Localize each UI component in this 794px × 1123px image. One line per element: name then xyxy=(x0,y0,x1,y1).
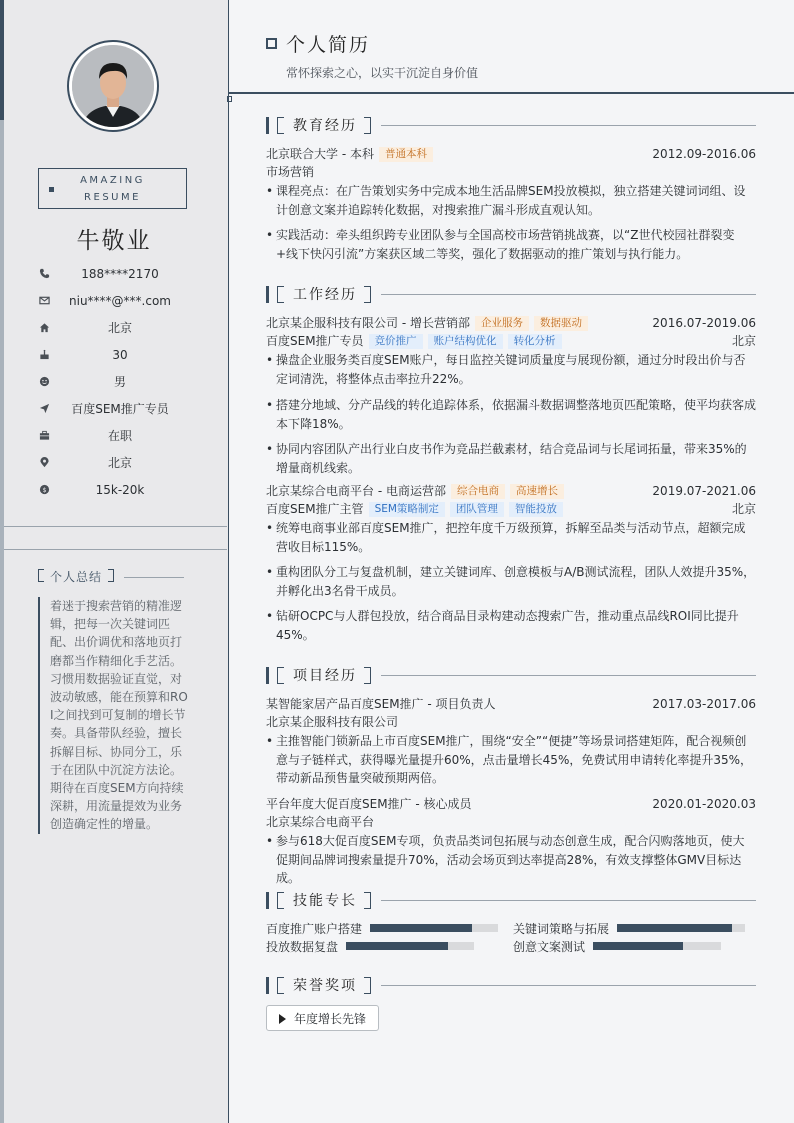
contact-position xyxy=(38,400,188,420)
contact-status xyxy=(38,427,188,447)
summary-title-rule xyxy=(124,577,184,578)
work-role: 百度SEM推广专员 xyxy=(266,334,364,348)
skill-name: 投放数据复盘 xyxy=(266,940,339,954)
skill-bar-fill xyxy=(370,924,472,932)
section-title: 工作经历 xyxy=(293,287,357,303)
skill-name: 百度推广账户搭建 xyxy=(266,922,363,936)
avatar xyxy=(67,40,159,132)
contact-value: niu****@***.com xyxy=(69,294,171,308)
education-school: 北京联合大学 - 本科 xyxy=(266,147,374,161)
play-triangle-icon xyxy=(279,1014,286,1024)
skill-bar xyxy=(617,924,745,932)
sidebar-divider xyxy=(4,526,227,527)
work-city: 北京 xyxy=(731,334,756,348)
work-date: 2019.07-2021.06 xyxy=(652,484,756,498)
skill-item xyxy=(513,939,721,955)
work-date: 2016.07-2019.06 xyxy=(652,316,756,330)
skill-bar-fill xyxy=(593,942,683,950)
bracket-left-icon xyxy=(277,892,284,909)
person-portrait-icon xyxy=(72,45,154,127)
page-subtitle: 常怀探索之心，以实干沉淀自身价值 xyxy=(286,66,479,80)
education-school-row xyxy=(266,145,756,163)
sidebar xyxy=(0,0,229,1123)
role-tag: 转化分析 xyxy=(508,334,562,349)
contact-value: 在职 xyxy=(107,429,132,443)
work-company: 北京某企服科技有限公司 - 增长营销部 xyxy=(266,316,470,330)
contact-phone xyxy=(38,265,188,285)
role-tag: SEM策略制定 xyxy=(369,502,445,517)
section-bar-icon xyxy=(266,667,269,684)
home-icon xyxy=(38,322,50,334)
work-company-row xyxy=(266,314,756,332)
education-date: 2012.09-2016.06 xyxy=(652,147,756,161)
section-bar-icon xyxy=(266,892,269,909)
sidebar-divider xyxy=(4,549,227,550)
honor-item xyxy=(266,1005,379,1031)
work-bullet: • 搭建分地域、分产品线的转化追踪体系，依据漏斗数据调整落地页匹配策略，使平均获客成本下降18%。 xyxy=(266,396,756,433)
amazing-resume-badge xyxy=(38,168,187,209)
contact-gender xyxy=(38,373,188,393)
work-company: 北京某综合电商平台 - 电商运营部 xyxy=(266,484,446,498)
project-title: 某智能家居产品百度SEM推广 - 项目负责人 xyxy=(266,697,496,711)
page-title: 个人简历 xyxy=(286,34,371,56)
work-bullet: • 钻研OCPC与人群包投放，结合商品目录构建动态搜索广告，推动重点品线ROI同比提升45%。 xyxy=(266,607,756,644)
bracket-right-icon xyxy=(364,977,371,994)
contact-age xyxy=(38,346,188,366)
bracket-left-icon xyxy=(38,569,44,582)
sidebar-edge xyxy=(0,0,4,1123)
work-bullet: • 重构团队分工与复盘机制，建立关键词库、创意模板与A/B测试流程，团队人效提升35%，并孵化出3名骨干成员。 xyxy=(266,563,756,600)
work-role-row xyxy=(266,332,756,350)
skill-item xyxy=(513,921,745,937)
section-rule xyxy=(381,675,756,676)
section-title: 教育经历 xyxy=(293,118,357,134)
work-role: 百度SEM推广主管 xyxy=(266,502,364,516)
summary-text: 着迷于搜索营销的精准逻辑，把每一次关键词匹配、出价调优和落地页打磨都当作精细化手艺活。习惯用数据验证直觉，对波动敏感，能在预算和ROI之间找到可复制的增长节奏。具备带队经验，擅长拆解目标、协同分工，乐于在团队中沉淀方法论。期待在百度SEM方向持续深耕，用流量提效为业务创造确定性的增量。 xyxy=(38,597,188,834)
contact-value: 百度SEM推广专员 xyxy=(71,402,169,416)
contact-location xyxy=(38,454,188,474)
skill-bar-fill xyxy=(617,924,732,932)
bracket-right-icon xyxy=(108,569,114,582)
project-org: 北京某企服科技有限公司 xyxy=(266,715,399,729)
bracket-left-icon xyxy=(277,117,284,134)
skill-name: 关键词策略与拓展 xyxy=(513,922,610,936)
skill-item xyxy=(266,939,474,955)
education-bullet: • 课程亮点：在广告策划实务中完成本地生活品牌SEM投放模拟，独立搭建关键词词组、设计创意文案并追踪转化数据，对搜索推广漏斗形成直观认知。 xyxy=(266,182,756,219)
work-bullet: • 统筹电商事业部百度SEM推广，把控年度千万级预算，拆解至品类与活动节点，超额完成营收目标115%。 xyxy=(266,519,756,556)
project-title: 平台年度大促百度SEM推广 - 核心成员 xyxy=(266,797,472,811)
project-title-row xyxy=(266,695,756,713)
contact-value: 男 xyxy=(113,375,126,389)
header-rule-marker xyxy=(227,96,232,102)
avatar-photo xyxy=(72,45,154,127)
header-rule xyxy=(229,92,794,94)
section-bar-icon xyxy=(266,977,269,994)
contact-value: 188****2170 xyxy=(81,267,159,281)
work-tag: 综合电商 xyxy=(451,484,505,499)
bracket-right-icon xyxy=(364,667,371,684)
candidate-name: 牛敬业 xyxy=(76,228,152,254)
main-content xyxy=(229,0,794,1123)
bracket-left-icon xyxy=(277,977,284,994)
education-tag: 普通本科 xyxy=(379,147,433,162)
work-bullet: • 协同内容团队产出行业白皮书作为竞品拦截素材，结合竞品词与长尾词拓量，带来35%的增量商机线索。 xyxy=(266,440,756,477)
work-company-row xyxy=(266,482,756,500)
bracket-left-icon xyxy=(277,667,284,684)
role-tag: 竞价推广 xyxy=(369,334,423,349)
badge-line-1: AMAZING xyxy=(80,175,145,186)
project-org: 北京某综合电商平台 xyxy=(266,815,375,829)
project-bullet: • 主推智能门锁新品上市百度SEM推广，围绕“安全”“便捷”等场景词搭建矩阵，配合视频创意与子链样式，获得曝光量提升60%，点击量增长45%，免费试用申请转化率提升35%，带动新品预售量突破预期两倍。 xyxy=(266,732,756,788)
role-tag: 智能投放 xyxy=(509,502,563,517)
briefcase-icon xyxy=(38,430,50,442)
svg-text:$: $ xyxy=(41,485,47,494)
section-rule xyxy=(381,900,756,901)
skill-bar-fill xyxy=(346,942,448,950)
section-bar-icon xyxy=(266,286,269,303)
send-icon xyxy=(38,403,50,415)
skill-bar xyxy=(346,942,474,950)
contact-value: 北京 xyxy=(107,456,132,470)
work-tag: 高速增长 xyxy=(510,484,564,499)
bracket-right-icon xyxy=(364,117,371,134)
section-rule xyxy=(381,294,756,295)
phone-icon xyxy=(38,268,50,280)
project-date: 2020.01-2020.03 xyxy=(652,797,756,811)
project-date: 2017.03-2017.06 xyxy=(652,697,756,711)
section-title: 技能专长 xyxy=(293,893,357,909)
contact-email xyxy=(38,292,188,312)
sidebar-edge-accent xyxy=(0,0,4,120)
contact-home xyxy=(38,319,188,339)
work-tag: 企业服务 xyxy=(475,316,529,331)
badge-line-2: RESUME xyxy=(84,192,141,203)
skill-bar xyxy=(593,942,721,950)
mail-icon xyxy=(38,295,50,307)
work-tag: 数据驱动 xyxy=(534,316,588,331)
work-bullet: • 操盘企业服务类百度SEM账户，每日监控关键词质量度与展现份额，通过分时段出价与否定词清洗，将整体点击率拉升22%。 xyxy=(266,351,756,388)
skill-bar xyxy=(370,924,498,932)
badge-square-icon xyxy=(49,187,54,192)
contact-salary xyxy=(38,481,188,501)
bracket-right-icon xyxy=(364,892,371,909)
education-major: 市场营销 xyxy=(266,165,315,179)
section-bar-icon xyxy=(266,117,269,134)
role-tag: 账户结构优化 xyxy=(428,334,503,349)
summary-heading xyxy=(38,569,114,585)
contact-value: 15k-20k xyxy=(95,483,145,497)
section-title: 项目经历 xyxy=(293,668,357,684)
honor-label: 年度增长先锋 xyxy=(294,1012,367,1026)
work-city: 北京 xyxy=(731,502,756,516)
work-role-row xyxy=(266,500,756,518)
bracket-left-icon xyxy=(277,286,284,303)
section-rule xyxy=(381,985,756,986)
money-icon xyxy=(38,484,50,496)
project-title-row xyxy=(266,795,756,813)
education-bullet: • 实践活动：牵头组织跨专业团队参与全国高校市场营销挑战赛，以“Z世代校园社群裂变+线下快闪引流”方案获区域二等奖，强化了数据驱动的推广策划与执行能力。 xyxy=(266,226,756,263)
contact-value: 北京 xyxy=(107,321,132,335)
location-icon xyxy=(38,457,50,469)
cake-icon xyxy=(38,349,50,361)
section-rule xyxy=(381,125,756,126)
skill-name: 创意文案测试 xyxy=(513,940,586,954)
skill-item xyxy=(266,921,498,937)
bracket-right-icon xyxy=(364,286,371,303)
smile-icon xyxy=(38,376,50,388)
role-tag: 团队管理 xyxy=(450,502,504,517)
title-square-icon xyxy=(266,38,277,49)
project-bullet: • 参与618大促百度SEM专项，负责品类词包拓展与动态创意生成，配合闪购落地页，使大促期间品牌词搜索量提升70%，活动会场页到达率提高28%，有效支撑整体GMV目标达成。 xyxy=(266,832,756,888)
contact-value: 30 xyxy=(112,348,128,362)
summary-title: 个人总结 xyxy=(50,570,103,584)
section-title: 荣誉奖项 xyxy=(293,978,357,994)
